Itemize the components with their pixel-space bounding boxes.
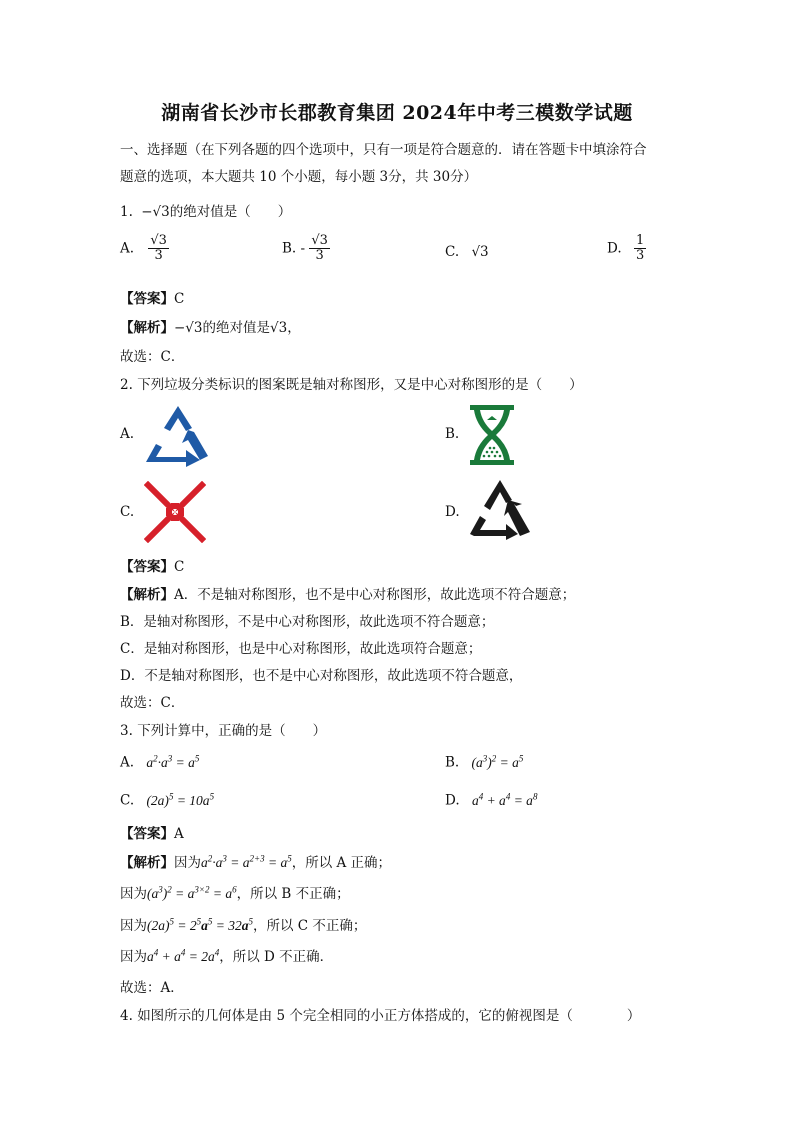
choose-value: C． [160,695,185,711]
q1-option-a [120,234,169,264]
analysis-text: ，所以 D 不正确． [219,949,334,965]
question-number: 2. [120,377,133,393]
question-3 [120,719,326,739]
q1-option-d [607,234,646,264]
numerator: √3 [150,233,167,248]
question-number: 3. [120,723,133,739]
section-intro-line1: 一、选择题（在下列各题的四个选项中，只有一项是符合题意的．请在答题卡中填涂符合 [120,142,647,158]
q2-analysis-c: C．是轴对称图形，也是中心对称图形，故此选项符合题意； [120,641,482,657]
q1-choose [120,345,184,365]
q3-analysis-a [120,851,391,871]
green-hourglass-icon [466,404,518,466]
blue-recycle-triangle-icon [142,404,214,468]
option-label: B. [282,240,297,257]
analysis-text: ，所以 B 不正确； [236,886,350,902]
answer-tag: 【答案】 [120,826,174,842]
minus-sign: - [300,240,306,257]
analysis-text: ， [287,320,301,336]
choose-label: 故选： [120,695,161,711]
q1-option-c [445,244,489,260]
analysis-text: ，所以 C 不正确； [253,918,367,934]
option-label: B. [445,754,460,771]
option-label: A. [120,754,135,771]
q3-choose [120,976,184,996]
choose-label: 故选： [120,980,161,996]
q2-option-b-label: B. [445,426,460,442]
q2-option-c-label: C. [120,504,135,520]
option-label: C. [445,244,460,260]
analysis-text: 因为 [120,886,147,902]
q2-option-d-label: D. [445,504,460,520]
question-number: 4. [120,1008,133,1024]
analysis-text: 的绝对值是 [202,320,271,336]
option-label: C. [120,792,135,809]
q2-analysis-b: B．是轴对称图形，不是中心对称图形，故此选项不符合题意； [120,614,495,630]
expression: −√3 [174,320,203,336]
option-label: D. [607,240,622,257]
answer-value: C [174,559,185,575]
analysis-tag: 【解析】 [120,320,174,336]
analysis-text: 因为 [120,918,147,934]
red-cross-arrows-icon [144,481,206,543]
q3-answer [120,822,184,842]
fraction [148,234,169,264]
q3-analysis-b [120,882,350,902]
question-4 [120,1004,640,1024]
analysis-tag: 【解析】 [120,587,174,603]
formula: $(2a)^5 = 2^5a^5 = 32a^5$ [147,916,253,933]
q2-answer [120,555,184,575]
option-value: √3 [471,244,489,260]
answer-value: A [174,826,184,842]
formula: $(a^3)^2 = a^{3\times 2} = a^6$ [147,884,237,901]
question-stem: 的绝对值是（ ） [169,204,292,220]
q3-option-a [120,753,199,771]
analysis-text: A．不是轴对称图形，也不是中心对称图形，故此选项不符合题意； [174,587,576,603]
analysis-text: ，所以 A 正确； [291,855,392,871]
q3-analysis-c [120,914,366,934]
formula: $(a^3)^2 = a^5$ [471,753,524,770]
choose-value: C． [160,349,185,365]
section-intro-line2: 题意的选项，本大题共 10 个小题，每小题 3分，共 30分） [120,169,478,185]
q1-option-b [282,234,330,264]
choose-value: A． [160,980,184,996]
option-label: D. [445,792,460,809]
formula: $a^4 + a^4 = 2a^4$ [147,947,220,964]
q2-choose [120,691,184,711]
q3-option-c [120,791,214,809]
numerator: 1 [635,233,645,248]
q2-option-a-label: A. [120,426,135,442]
denominator: 3 [154,248,163,264]
q3-option-b [445,753,523,771]
question-stem: 如图所示的几何体是由 5 个完全相同的小正方体搭成的，它的俯视图是（ ） [137,1008,641,1024]
denominator: 3 [635,248,645,264]
expression: √3 [270,320,288,336]
question-2 [120,373,583,393]
analysis-tag: 【解析】 [120,855,174,871]
analysis-text: 因为 [120,949,147,965]
denominator: 3 [315,248,324,264]
formula: $a^4 + a^4 = a^8$ [471,791,538,808]
choose-label: 故选： [120,349,161,365]
expression: −√3 [141,204,170,220]
black-recycle-triangle-icon [468,478,532,540]
numerator: √3 [311,233,328,248]
q2-analysis-d: D．不是轴对称图形，也不是中心对称图形，故此选项不符合题意， [120,668,523,684]
q1-analysis [120,316,301,336]
answer-tag: 【答案】 [120,559,174,575]
page-title: 湖南省长沙市长郡教育集团 2024年中考三模数学试题 [161,102,633,124]
q3-analysis-d [120,945,333,965]
fraction [309,234,330,264]
q2-analysis-a [120,583,575,603]
question-stem: 下列计算中，正确的是（ ） [137,723,327,739]
q1-answer [120,287,184,307]
fraction [634,234,646,264]
question-1 [120,200,291,220]
answer-value: C [174,291,185,307]
option-label: A. [120,240,135,257]
q3-option-d [445,791,537,809]
question-stem: 下列垃圾分类标识的图案既是轴对称图形，又是中心对称图形的是（ ） [137,377,583,393]
analysis-text: 因为 [174,855,201,871]
answer-tag: 【答案】 [120,291,174,307]
formula: $a^2\cdot a^3 = a^5$ [146,753,200,770]
question-number: 1. [120,204,133,220]
formula: $a^2\cdot a^3 = a^{2+3} = a^5$ [201,853,292,870]
formula: $(2a)^5 = 10a^5$ [146,791,215,808]
